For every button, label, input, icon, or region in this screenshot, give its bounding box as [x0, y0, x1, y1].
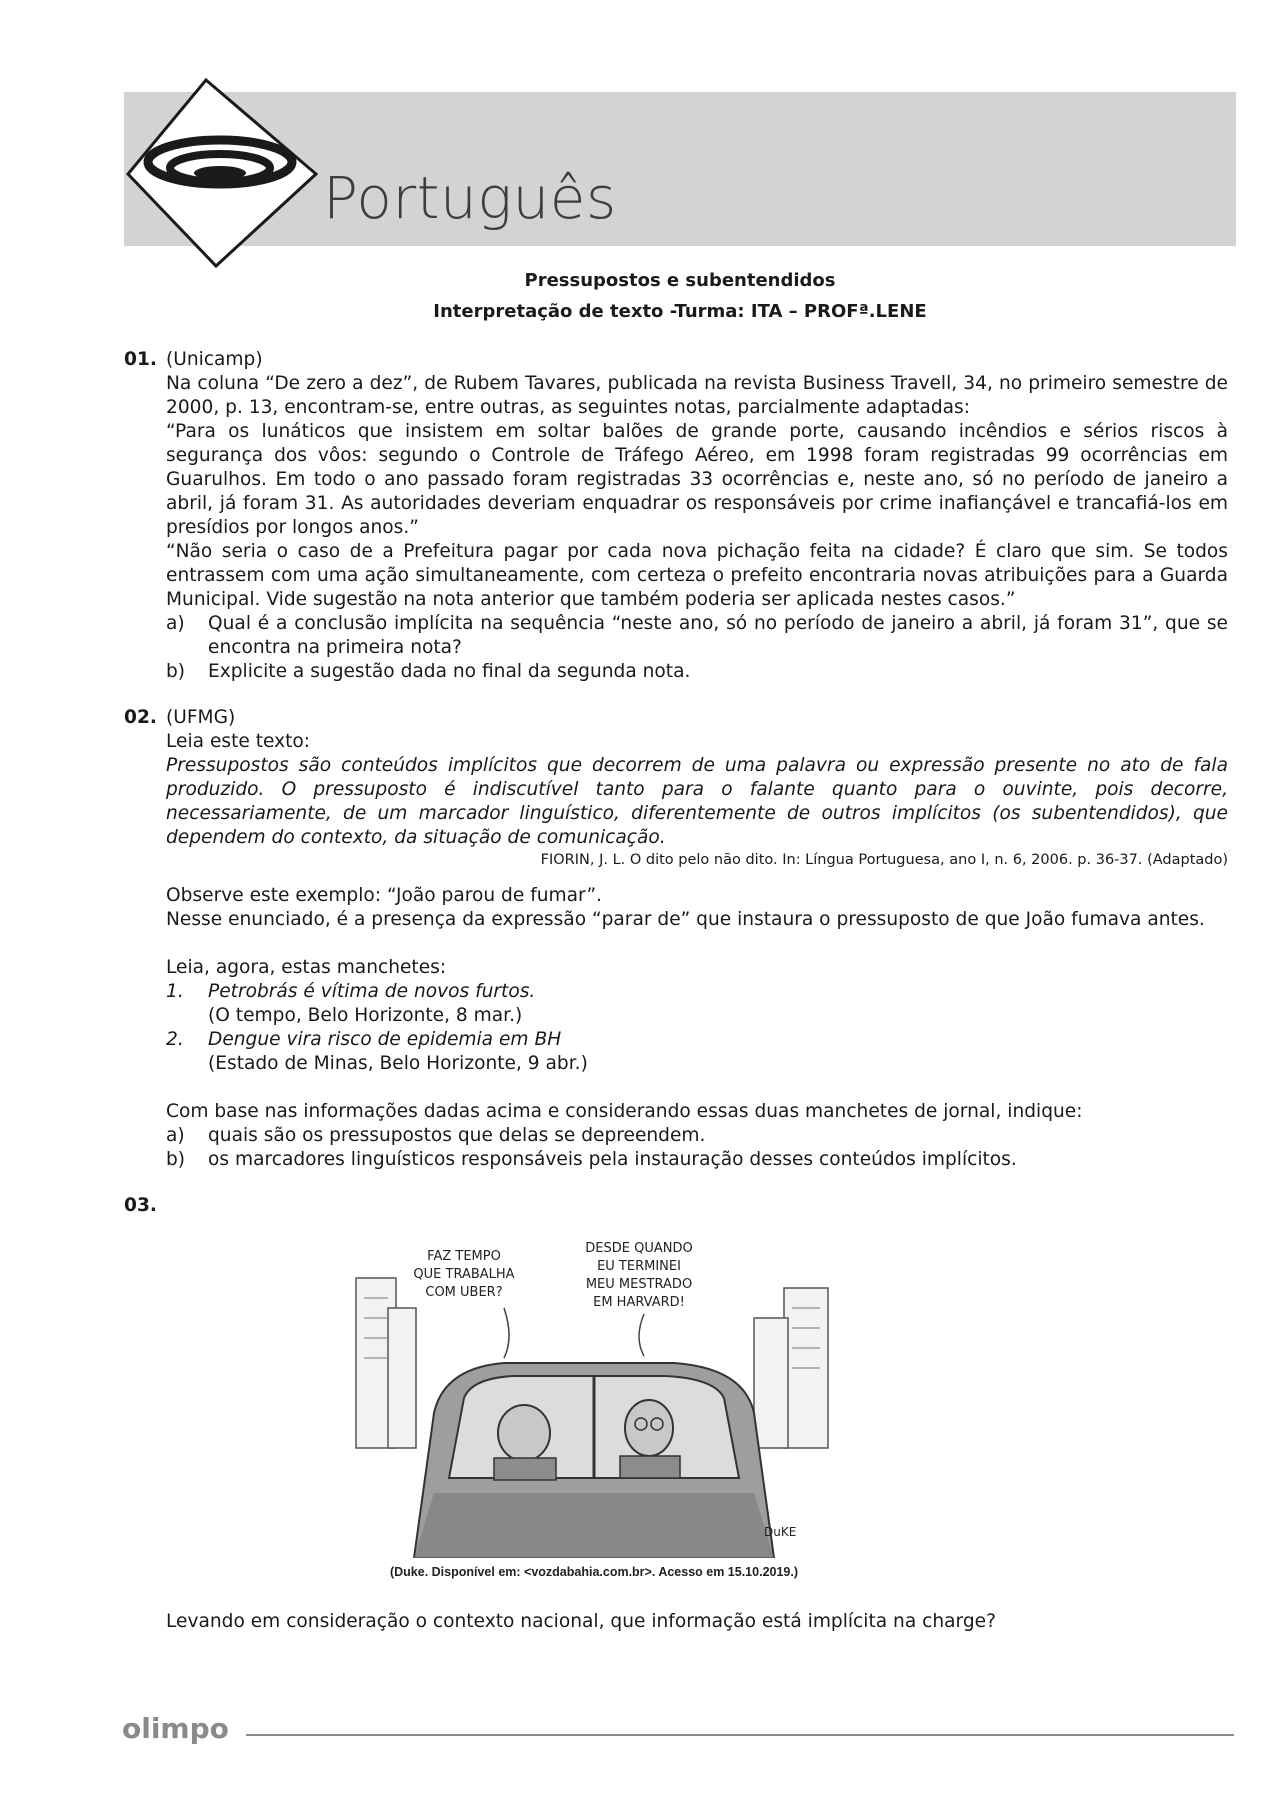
page-subtitle: Interpretação de texto -Turma: ITA – PROFª.LENE	[433, 301, 927, 322]
headline-source: (O tempo, Belo Horizonte, 8 mar.)	[208, 1005, 523, 1026]
instruction: Com base nas informações dadas acima e considerando essas duas manchetes de jornal, indique:	[166, 1101, 1083, 1122]
headlines-lead: Leia, agora, estas manchetes:	[166, 957, 447, 978]
cartoon-image	[354, 1238, 834, 1558]
bubble-right-line: DESDE QUANDO	[585, 1241, 693, 1256]
quoted-note-1: “Para os lunáticos que insistem em soltar balões de grande porte, causando incêndios e sérios riscos à segurança dos vôos: segundo o Controle de Tráfego Aéreo, em 1998 foram registradas 99 ocorrências em Guarulhos. Em todo o ano passado foram registradas 33 ocorrências e, neste ano, só no período de janeiro a abril, já foram 31. As autoridades deveriam enquadrar os responsáveis por crime inafiançável e trancafiá-los em presídios por longos anos.”	[166, 421, 1228, 538]
bubble-left-line: QUE TRABALHA	[413, 1267, 515, 1282]
quoted-text: Pressupostos são conteúdos implícitos que decorrem de uma palavra ou expressão presente no ato de fala produzido. O pressuposto é indiscutível tanto para o falante quanto para o ouvinte, pois decorre, necessariamente, de um marcador linguístico, diferentemente de outros implícitos (os subentendidos), que dependem do contexto, da situação de comunicação.	[166, 755, 1228, 848]
question-02	[124, 706, 1228, 1172]
question-text: Levando em consideração o contexto nacional, que informação está implícita na charge?	[166, 1611, 996, 1632]
footer-divider	[246, 1734, 1234, 1736]
question-intro: Na coluna “De zero a dez”, de Rubem Tavares, publicada na revista Business Travell, 34, no primeiro semestre de 2000, p. 13, encontram-se, entre outras, as seguintes notas, parcialmente adaptadas:	[166, 373, 1228, 418]
olimpo-logo-icon	[120, 76, 330, 286]
example-note: Nesse enunciado, é a presença da expressão “parar de” que instaura o pressuposto de que João fumava antes.	[166, 909, 1205, 930]
cartoon-caption: (Duke. Disponível em: <vozdabahia.com.br>. Acesso em 15.10.2019.)	[389, 1565, 799, 1579]
footer-brand: olimpo	[122, 1712, 229, 1745]
bubble-right-line: EU TERMINEI	[597, 1259, 681, 1274]
bubble-left-line: FAZ TEMPO	[427, 1249, 501, 1264]
headline-item: 2. Dengue vira risco de epidemia em BH	[166, 1029, 562, 1050]
question-03	[124, 1194, 1228, 1634]
list-item: b) Explicite a sugestão dada no final da segunda nota.	[166, 661, 691, 682]
question-number: 01.	[124, 349, 157, 370]
example: Observe este exemplo: “João parou de fumar”.	[166, 885, 603, 906]
question-source: (UFMG)	[166, 707, 236, 728]
question-number: 02.	[124, 707, 157, 728]
question-number: 03.	[124, 1195, 157, 1216]
list-item: b) os marcadores linguísticos responsáveis pela instauração desses conteúdos implícitos.	[166, 1149, 1017, 1170]
cartoon-drawing	[354, 1238, 834, 1558]
question-source: (Unicamp)	[166, 349, 263, 370]
list-item: a) Qual é a conclusão implícita na sequência “neste ano, só no período de janeiro a abril, já foram 31”, que se encontra na primeira nota?	[166, 613, 1228, 658]
headline-source: (Estado de Minas, Belo Horizonte, 9 abr.)	[208, 1053, 588, 1074]
list-item: a) quais são os pressupostos que delas se depreendem.	[166, 1125, 706, 1146]
page-title: Pressupostos e subentendidos	[524, 270, 836, 291]
question-01	[124, 348, 1228, 684]
subject-title: Português	[323, 164, 617, 232]
document-body	[124, 348, 1228, 1634]
reference: FIORIN, J. L. O dito pelo não dito. In: Língua Portuguesa, ano I, n. 6, 2006. p. 36-37. (Adaptado)	[540, 852, 1228, 868]
bubble-right-line: MEU MESTRADO	[585, 1277, 693, 1292]
question-lead: Leia este texto:	[166, 731, 311, 752]
quoted-note-2: “Não seria o caso de a Prefeitura pagar por cada nova pichação feita na cidade? É claro que sim. Se todos entrassem com uma ação simultaneamente, com certeza o prefeito encontraria novas atribuições para a Guarda Municipal. Vide sugestão na nota anterior que também poderia ser aplicada nestes casos.”	[166, 541, 1228, 610]
cartoon-signature: DuKE	[764, 1525, 797, 1539]
headline-item: 1. Petrobrás é vítima de novos furtos.	[166, 981, 536, 1002]
bubble-left-line: COM UBER?	[425, 1285, 503, 1300]
bubble-right-line: EM HARVARD!	[593, 1295, 685, 1310]
